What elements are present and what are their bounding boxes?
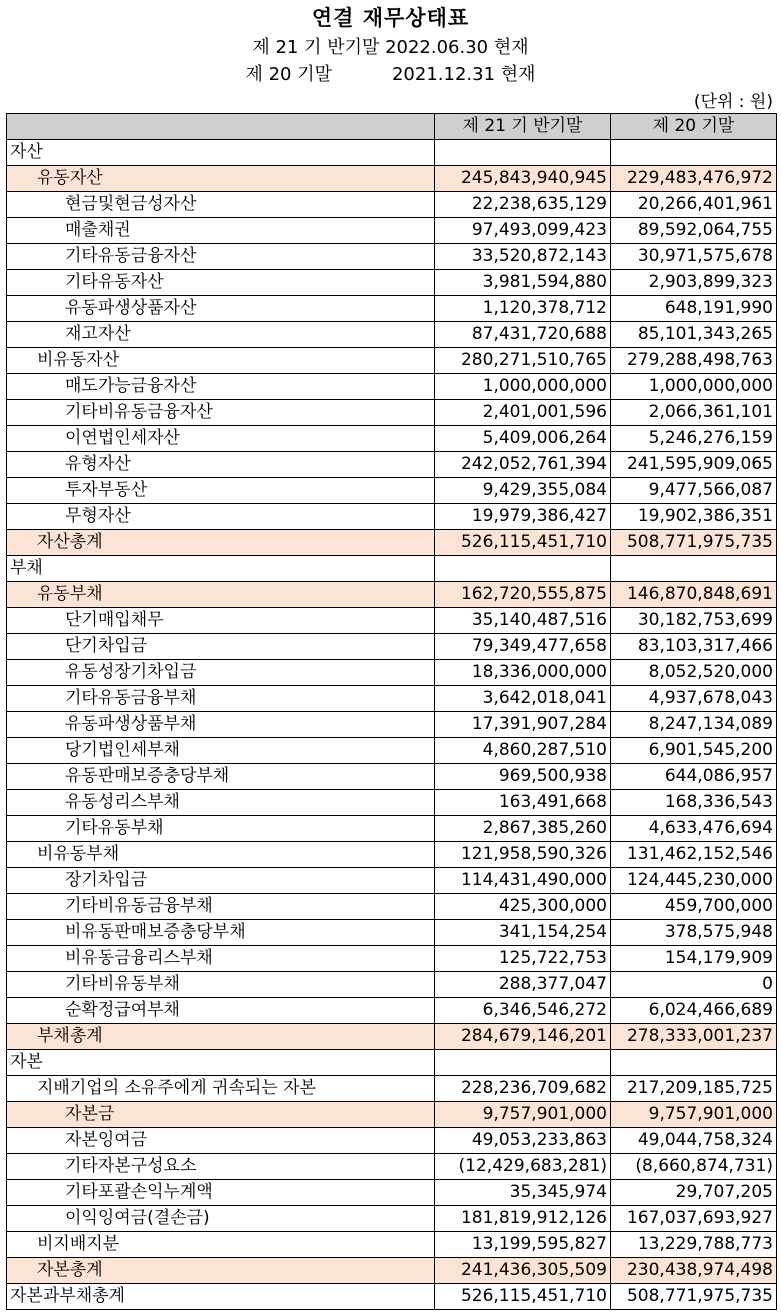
prior-value: 2,066,361,101 (611, 400, 777, 426)
current-value: 284,679,146,201 (435, 1024, 611, 1050)
current-value: (12,429,683,281) (435, 1154, 611, 1180)
prior-value: 5,246,276,159 (611, 426, 777, 452)
table-row (7, 1128, 777, 1154)
table-row (7, 1050, 777, 1076)
table-row (7, 816, 777, 842)
table-row (7, 842, 777, 868)
account-label: 자본 (7, 1050, 435, 1076)
account-label: 단기차입금 (7, 634, 435, 660)
current-value: 242,052,761,394 (435, 452, 611, 478)
prior-value: 49,044,758,324 (611, 1128, 777, 1154)
table-row (7, 868, 777, 894)
account-label: 자본잉여금 (7, 1128, 435, 1154)
prior-value: 13,229,788,773 (611, 1232, 777, 1258)
prior-value: 30,182,753,699 (611, 608, 777, 634)
table-row (7, 1258, 777, 1284)
account-label: 기타유동금융부채 (7, 686, 435, 712)
account-label: 기타비유동금융자산 (7, 400, 435, 426)
table-row (7, 166, 777, 192)
prior-value: 19,902,386,351 (611, 504, 777, 530)
account-label: 유동성리스부채 (7, 790, 435, 816)
table-row (7, 946, 777, 972)
table-row (7, 608, 777, 634)
account-label: 투자부동산 (7, 478, 435, 504)
current-value: 13,199,595,827 (435, 1232, 611, 1258)
account-label: 유동파생상품자산 (7, 296, 435, 322)
table-row (7, 478, 777, 504)
prior-value: 648,191,990 (611, 296, 777, 322)
current-value: 6,346,546,272 (435, 998, 611, 1024)
unit-label: (단위 : 원) (693, 92, 773, 112)
current-value: 9,757,901,000 (435, 1102, 611, 1128)
prior-value: 8,247,134,089 (611, 712, 777, 738)
current-value: 228,236,709,682 (435, 1076, 611, 1102)
account-label: 유동성장기차입금 (7, 660, 435, 686)
account-label: 자본과부채총계 (7, 1284, 435, 1310)
current-value (435, 1050, 611, 1076)
current-value: 121,958,590,326 (435, 842, 611, 868)
account-label: 이연법인세자산 (7, 426, 435, 452)
prior-value (611, 556, 777, 582)
account-label: 자본총계 (7, 1258, 435, 1284)
prior-value: 154,179,909 (611, 946, 777, 972)
current-period: 제 21 기 반기말 2022.06.30 현재 (252, 37, 529, 58)
account-label: 기타자본구성요소 (7, 1154, 435, 1180)
account-label: 기타포괄손익누계액 (7, 1180, 435, 1206)
current-value: 1,000,000,000 (435, 374, 611, 400)
table-row (7, 1154, 777, 1180)
current-value: 35,345,974 (435, 1180, 611, 1206)
current-value: 79,349,477,658 (435, 634, 611, 660)
current-value: 2,867,385,260 (435, 816, 611, 842)
account-label: 비유동금융리스부채 (7, 946, 435, 972)
current-value: 162,720,555,875 (435, 582, 611, 608)
header-cell-prior: 제 20 기말 (611, 114, 777, 140)
current-value: 181,819,912,126 (435, 1206, 611, 1232)
prior-value: 1,000,000,000 (611, 374, 777, 400)
account-label: 유동파생상품부채 (7, 712, 435, 738)
current-value: 19,979,386,427 (435, 504, 611, 530)
prior-value: 9,757,901,000 (611, 1102, 777, 1128)
table-row (7, 504, 777, 530)
table-row (7, 322, 777, 348)
current-value: 97,493,099,423 (435, 218, 611, 244)
current-value: 245,843,940,945 (435, 166, 611, 192)
current-value: 2,401,001,596 (435, 400, 611, 426)
current-value: 526,115,451,710 (435, 530, 611, 556)
current-value: 3,981,594,880 (435, 270, 611, 296)
prior-value: 4,937,678,043 (611, 686, 777, 712)
prior-value: 0 (611, 972, 777, 998)
current-value: 241,436,305,509 (435, 1258, 611, 1284)
account-label: 부채총계 (7, 1024, 435, 1050)
prior-value: 644,086,957 (611, 764, 777, 790)
table-row (7, 1284, 777, 1310)
table-row (7, 530, 777, 556)
account-label: 기타비유동금융부채 (7, 894, 435, 920)
prior-value (611, 1050, 777, 1076)
prior-period (0, 60, 781, 86)
account-label: 유형자산 (7, 452, 435, 478)
prior-value: 278,333,001,237 (611, 1024, 777, 1050)
header-cell-account (7, 114, 435, 140)
current-value: 969,500,938 (435, 764, 611, 790)
prior-value: 89,592,064,755 (611, 218, 777, 244)
table-row (7, 920, 777, 946)
table-row (7, 1076, 777, 1102)
table-row (7, 218, 777, 244)
balance-sheet-table (6, 113, 777, 1310)
account-label: 순확정급여부채 (7, 998, 435, 1024)
current-value: 22,238,635,129 (435, 192, 611, 218)
prior-value: 4,633,476,694 (611, 816, 777, 842)
statement-title: 연결 재무상태표 (311, 6, 470, 30)
current-value: 425,300,000 (435, 894, 611, 920)
current-value: 288,377,047 (435, 972, 611, 998)
account-label: 비지배지분 (7, 1232, 435, 1258)
account-label: 기타유동금융자산 (7, 244, 435, 270)
prior-period-label: 제 20 기말 (245, 64, 332, 85)
account-label: 재고자산 (7, 322, 435, 348)
table-row (7, 1024, 777, 1050)
table-row (7, 894, 777, 920)
header-cell-current: 제 21 기 반기말 (435, 114, 611, 140)
prior-value: 20,266,401,961 (611, 192, 777, 218)
current-value: 526,115,451,710 (435, 1284, 611, 1310)
prior-value: 230,438,974,498 (611, 1258, 777, 1284)
table-row (7, 738, 777, 764)
table-row (7, 270, 777, 296)
account-label: 매도가능금융자산 (7, 374, 435, 400)
table-row (7, 1180, 777, 1206)
prior-value: 167,037,693,927 (611, 1206, 777, 1232)
account-label: 무형자산 (7, 504, 435, 530)
prior-value: 85,101,343,265 (611, 322, 777, 348)
account-label: 자산 (7, 140, 435, 166)
account-label: 이익잉여금(결손금) (7, 1206, 435, 1232)
prior-value: 241,595,909,065 (611, 452, 777, 478)
table-row (7, 686, 777, 712)
account-label: 당기법인세부채 (7, 738, 435, 764)
current-value (435, 140, 611, 166)
prior-value: 9,477,566,087 (611, 478, 777, 504)
current-value: 114,431,490,000 (435, 868, 611, 894)
account-label: 단기매입채무 (7, 608, 435, 634)
table-row (7, 244, 777, 270)
account-label: 비유동부채 (7, 842, 435, 868)
table-row (7, 452, 777, 478)
current-value: 87,431,720,688 (435, 322, 611, 348)
prior-value: 508,771,975,735 (611, 1284, 777, 1310)
account-label: 비유동판매보증충당부채 (7, 920, 435, 946)
table-row (7, 712, 777, 738)
account-label: 장기차입금 (7, 868, 435, 894)
table-row (7, 192, 777, 218)
table-row (7, 790, 777, 816)
prior-value: 279,288,498,763 (611, 348, 777, 374)
current-value: 125,722,753 (435, 946, 611, 972)
current-value: 4,860,287,510 (435, 738, 611, 764)
current-value: 163,491,668 (435, 790, 611, 816)
table-row (7, 972, 777, 998)
current-value: 49,053,233,863 (435, 1128, 611, 1154)
prior-value: 6,901,545,200 (611, 738, 777, 764)
prior-value (611, 140, 777, 166)
prior-value: 131,462,152,546 (611, 842, 777, 868)
account-label: 유동판매보증충당부채 (7, 764, 435, 790)
account-label: 기타유동부채 (7, 816, 435, 842)
prior-period-date: 2021.12.31 현재 (391, 64, 536, 85)
account-label: 기타비유동부채 (7, 972, 435, 998)
prior-value: 168,336,543 (611, 790, 777, 816)
prior-value: 508,771,975,735 (611, 530, 777, 556)
table-row (7, 764, 777, 790)
prior-value: 8,052,520,000 (611, 660, 777, 686)
table-row (7, 660, 777, 686)
account-label: 자산총계 (7, 530, 435, 556)
current-value: 18,336,000,000 (435, 660, 611, 686)
current-value: 9,429,355,084 (435, 478, 611, 504)
prior-value: 124,445,230,000 (611, 868, 777, 894)
account-label: 기타유동자산 (7, 270, 435, 296)
table-row (7, 140, 777, 166)
account-label: 비유동자산 (7, 348, 435, 374)
prior-value: (8,660,874,731) (611, 1154, 777, 1180)
current-value (435, 556, 611, 582)
prior-value: 378,575,948 (611, 920, 777, 946)
prior-value: 146,870,848,691 (611, 582, 777, 608)
table-row (7, 374, 777, 400)
table-row (7, 1232, 777, 1258)
current-value: 341,154,254 (435, 920, 611, 946)
prior-value: 217,209,185,725 (611, 1076, 777, 1102)
account-label: 유동자산 (7, 166, 435, 192)
table-row (7, 426, 777, 452)
account-label: 자본금 (7, 1102, 435, 1128)
current-value: 5,409,006,264 (435, 426, 611, 452)
account-label: 유동부채 (7, 582, 435, 608)
account-label: 매출채권 (7, 218, 435, 244)
prior-value: 6,024,466,689 (611, 998, 777, 1024)
prior-value: 29,707,205 (611, 1180, 777, 1206)
prior-value: 229,483,476,972 (611, 166, 777, 192)
table-row (7, 556, 777, 582)
current-value: 3,642,018,041 (435, 686, 611, 712)
table-row (7, 634, 777, 660)
table-header-row (7, 114, 777, 140)
account-label: 지배기업의 소유주에게 귀속되는 자본 (7, 1076, 435, 1102)
current-value: 35,140,487,516 (435, 608, 611, 634)
prior-value: 2,903,899,323 (611, 270, 777, 296)
current-value: 17,391,907,284 (435, 712, 611, 738)
prior-value: 459,700,000 (611, 894, 777, 920)
prior-value: 30,971,575,678 (611, 244, 777, 270)
table-row (7, 348, 777, 374)
account-label: 현금및현금성자산 (7, 192, 435, 218)
prior-value: 83,103,317,466 (611, 634, 777, 660)
current-value: 33,520,872,143 (435, 244, 611, 270)
table-row (7, 582, 777, 608)
table-row (7, 296, 777, 322)
table-row (7, 400, 777, 426)
current-value: 1,120,378,712 (435, 296, 611, 322)
current-value: 280,271,510,765 (435, 348, 611, 374)
table-row (7, 998, 777, 1024)
table-row (7, 1102, 777, 1128)
table-row (7, 1206, 777, 1232)
account-label: 부채 (7, 556, 435, 582)
